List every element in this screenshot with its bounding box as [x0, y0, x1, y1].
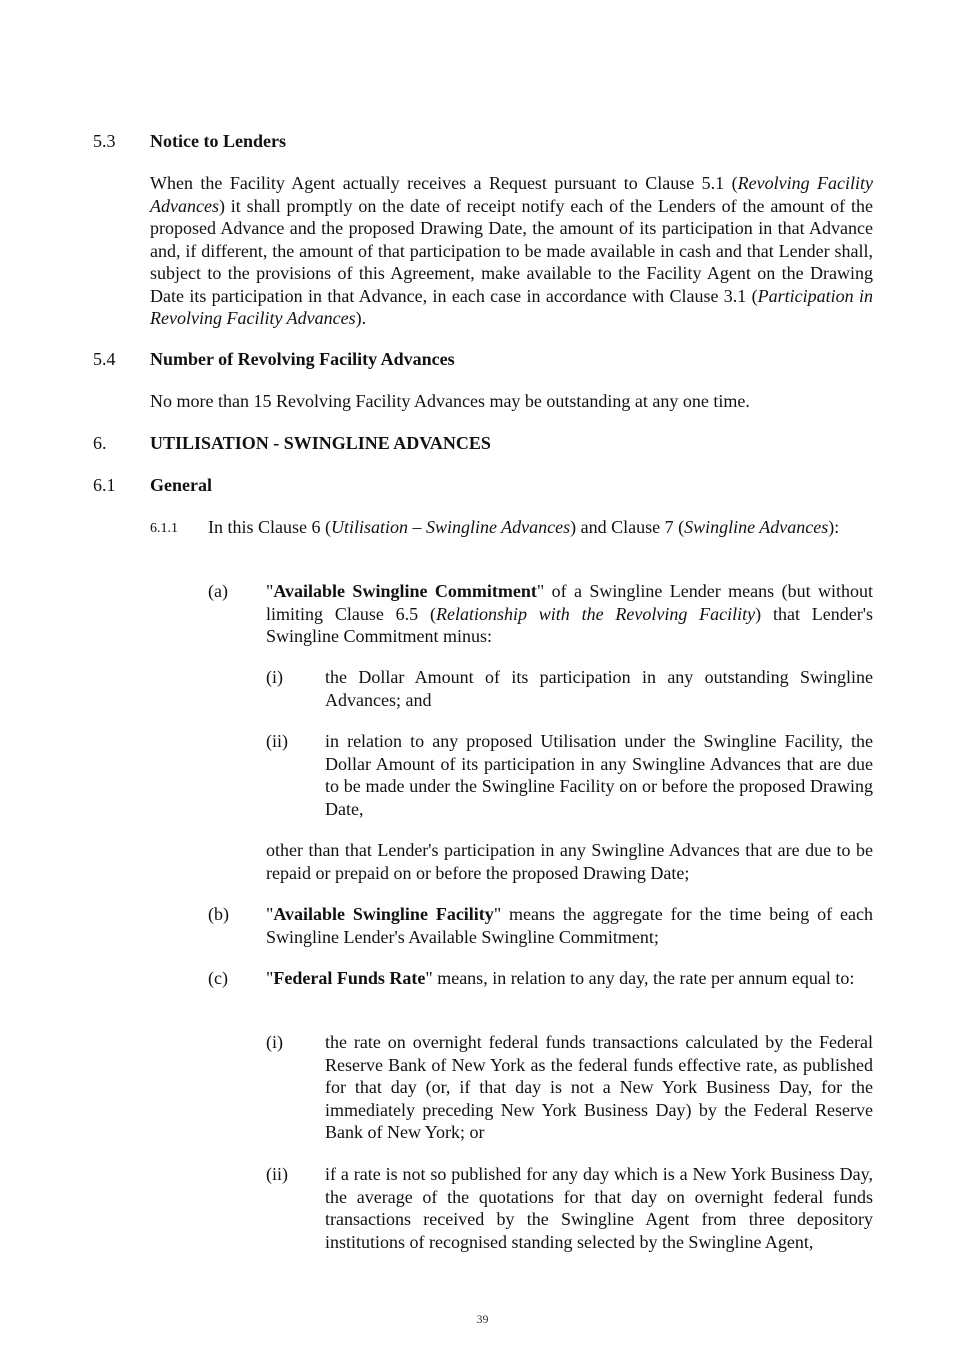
- section-5-4-title: Number of Revolving Facility Advances: [150, 349, 455, 369]
- item-c-paragraph: [266, 967, 873, 990]
- section-5-3-number: 5.3: [93, 131, 116, 151]
- text-span: When the Facility Agent actually receives a Request pursuant to Clause 5.1 (: [150, 173, 738, 193]
- text-span: ) it shall promptly on the date of receipt notify each of the Lenders of the amount of the proposed Advance and the proposed Drawing Date, the amount of its participation in that Advance and, if different, the amount of that participation to be made available in cash and that Lender shall, subject to the provisions of this Agreement, make available to the Facility Agent on the Drawing Date its participation in that Advance, in each case in accordance with Clause 3.1 (: [150, 195, 873, 306]
- text-span: ).: [355, 308, 367, 328]
- text-span: " of a Swingline Lender means (but without limiting Clause 6.5 (: [266, 581, 873, 624]
- item-c-ii-label: (ii): [266, 1164, 288, 1184]
- quote-mark: ": [266, 581, 274, 601]
- item-a-i-label: (i): [266, 667, 283, 687]
- text-span: ) that Lender's Swingline Commitment minus:: [266, 603, 874, 646]
- section-5-4-number: 5.4: [93, 349, 116, 369]
- item-a-ii-text: in relation to any proposed Utilisation under the Swingline Facility, the Dollar Amount of its participation in any Swingline Advances that are due to be made under the Swingline Facility on or before the proposed Drawing Date,: [325, 731, 873, 819]
- italic-ref: Revolving Facility Advances: [150, 173, 873, 216]
- section-6-1-1-number: 6.1.1: [150, 521, 178, 536]
- text-span: ) and Clause 7 (: [570, 517, 685, 537]
- section-6-1-1-paragraph: [208, 516, 873, 539]
- text-span: ):: [828, 517, 840, 537]
- section-6-1-number: 6.1: [93, 475, 116, 495]
- item-a-i-text: the Dollar Amount of its participation in any outstanding Swingline Advances; and: [325, 667, 873, 710]
- section-6-number: 6.: [93, 433, 107, 453]
- text-span: " means, in relation to any day, the rate per annum equal to:: [425, 968, 855, 988]
- item-b-label: (b): [208, 904, 229, 924]
- item-c-i-text: the rate on overnight federal funds transactions calculated by the Federal Reserve Bank of New York as the federal funds effective rate, as published for that day (or, if that day is not a New York Business Day, for the immediately preceding New York Business Day) by the Federal Reserve Bank of New York; or: [325, 1032, 873, 1142]
- section-6-1-title: General: [150, 475, 212, 495]
- section-5-3-title: Notice to Lenders: [150, 131, 286, 151]
- item-a-ii-label: (ii): [266, 731, 288, 751]
- italic-ref: Swingline Advances: [684, 517, 829, 537]
- section-5-4-paragraph: No more than 15 Revolving Facility Advances may be outstanding at any one time.: [150, 391, 750, 411]
- item-a-paragraph: [266, 580, 873, 648]
- italic-ref: Participation in Revolving Facility Advances: [150, 285, 873, 328]
- defined-term: Available Swingline Commitment: [273, 581, 537, 601]
- item-c-label: (c): [208, 968, 228, 988]
- page-number: 39: [476, 1312, 489, 1326]
- defined-term: Federal Funds Rate: [273, 968, 426, 988]
- section-6-title: UTILISATION - SWINGLINE ADVANCES: [150, 433, 491, 453]
- text-span: " means the aggregate for the time being of each Swingline Lender's Available Swingline Commitment;: [266, 904, 873, 947]
- quote-mark: ": [266, 904, 274, 924]
- section-5-3-paragraph: [150, 172, 873, 330]
- italic-ref: Utilisation – Swingline Advances: [331, 517, 571, 537]
- item-c-ii-text: if a rate is not so published for any day which is a New York Business Day, the average of the quotations for that day on overnight federal funds transactions received by the Swingline Agent from three depository institutions of recognised standing selected by the Swingline Agent,: [325, 1164, 873, 1252]
- item-a-label: (a): [208, 581, 228, 601]
- item-b-paragraph: [266, 903, 873, 948]
- defined-term: Available Swingline Facility: [273, 904, 494, 924]
- text-span: In this Clause 6 (: [208, 517, 331, 537]
- item-a-tail: other than that Lender's participation in any Swingline Advances that are due to be repaid or prepaid on or before the proposed Drawing Date;: [266, 840, 873, 883]
- quote-mark: ": [266, 968, 274, 988]
- item-c-i-label: (i): [266, 1032, 283, 1052]
- italic-ref: Relationship with the Revolving Facility: [435, 603, 756, 624]
